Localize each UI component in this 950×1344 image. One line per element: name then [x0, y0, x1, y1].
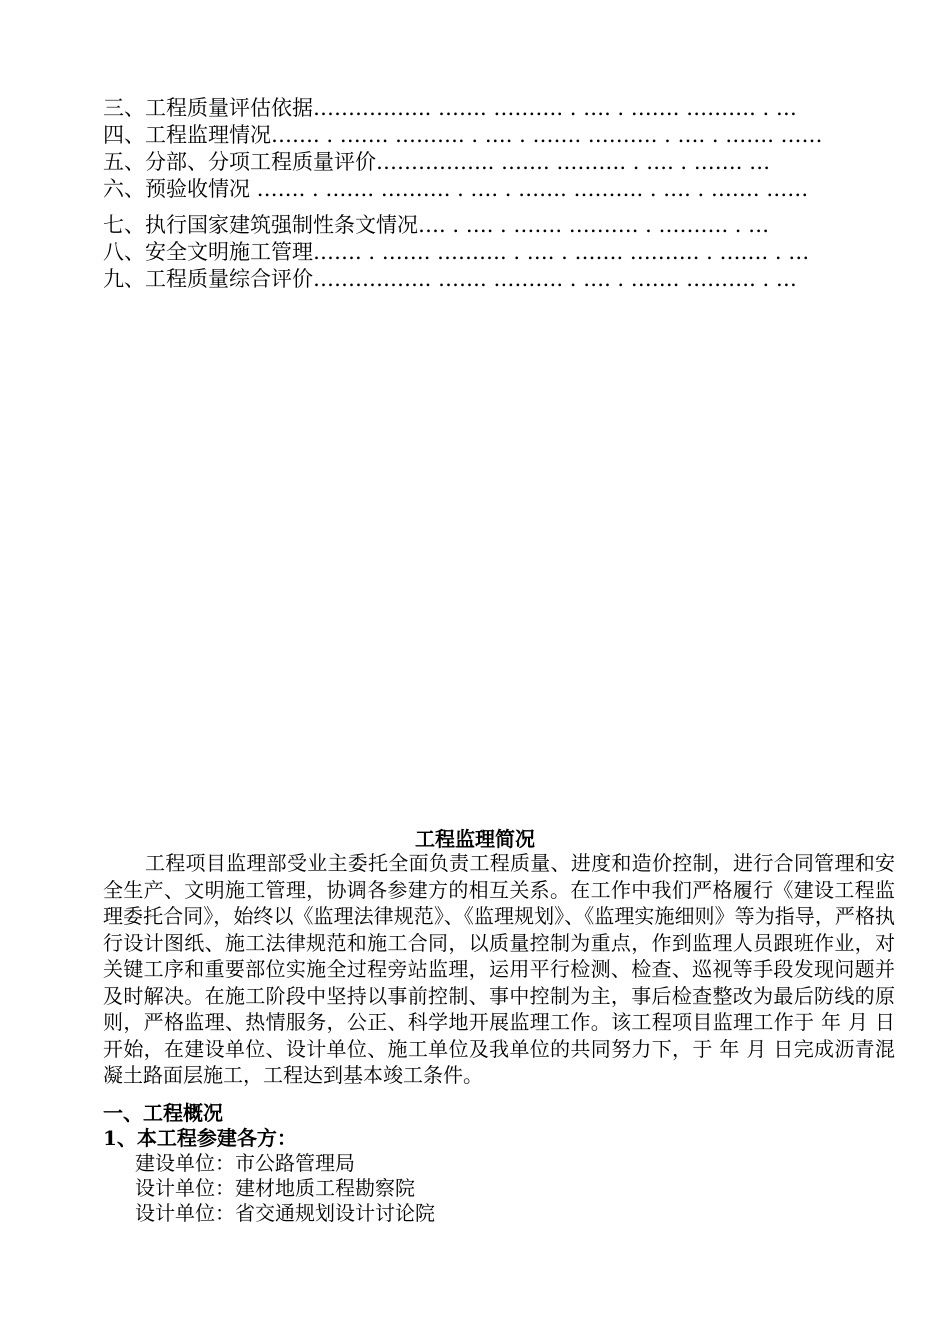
toc-item-3: 三、工程质量评估依据…………….. ……. ………. . …. . ……. ………. . … [103, 96, 797, 120]
heading-project-overview: 一、工程概况 [103, 1101, 223, 1125]
section-title: 工程监理简况 [415, 827, 535, 851]
toc-item-7: 七、执行国家建筑强制性条文情况…. . …. . ……. ………. . ………. . … [103, 213, 770, 237]
party-construction-unit: 建设单位：市公路管理局 [135, 1151, 355, 1175]
party-design-unit-1: 设计单位：建材地质工程勘察院 [135, 1176, 415, 1200]
table-of-contents [103, 96, 895, 294]
toc-item-5: 五、分部、分项工程质量评价…………….. ……. ………. . …. . ……. … [103, 150, 771, 174]
intro-paragraph: 工程项目监理部受业主委托全面负责工程质量、进度和造价控制，进行合同管理和安全生产、文明施工管理，协调各参建方的相互关系。在工作中我们严格履行《建设工程监理委托合同》，始终以《监理法律规范》、《监理规划》、《监理实施细则》等为指导，严格执行设计图纸、施工法律规范和施工合同，以质量控制为重点，作到监理人员跟班作业，对关键工序和重要部位实施全过程旁站监理，运用平行检测、检查、巡视等手段发现问题并及时解决。在施工阶段中坚持以事前控制、事中控制为主，事后检查整改为最后防线的原则，严格监理、热情服务，公正、科学地开展监理工作。该工程项目监理工作于 年 月 日开始，在建设单位、设计单位、施工单位及我单位的共同努力下，于 年 月 日完成沥青混凝土路面层施工，工程达到基本竣工条件。 [103, 851, 895, 1087]
party-design-unit-2: 设计单位：省交通规划设计讨论院 [135, 1201, 435, 1225]
toc-item-9: 九、工程质量综合评价…………….. ……. ………. . …. . ……. ………. . … [103, 267, 797, 291]
toc-item-8: 八、安全文明施工管理……. . ……. ………. . …. . ……. ………. . ……. . … [103, 240, 810, 264]
toc-item-6: 六、预验收情况 ……. . ……. ………. . …. . ……. ………. . …. . ……. …… [103, 177, 809, 201]
toc-item-4: 四、工程监理情况……. . ……. ………. . …. . ……. ………. . …. . ……. …… [103, 123, 823, 147]
heading-participating-parties: 1、本工程参建各方： [103, 1126, 297, 1150]
